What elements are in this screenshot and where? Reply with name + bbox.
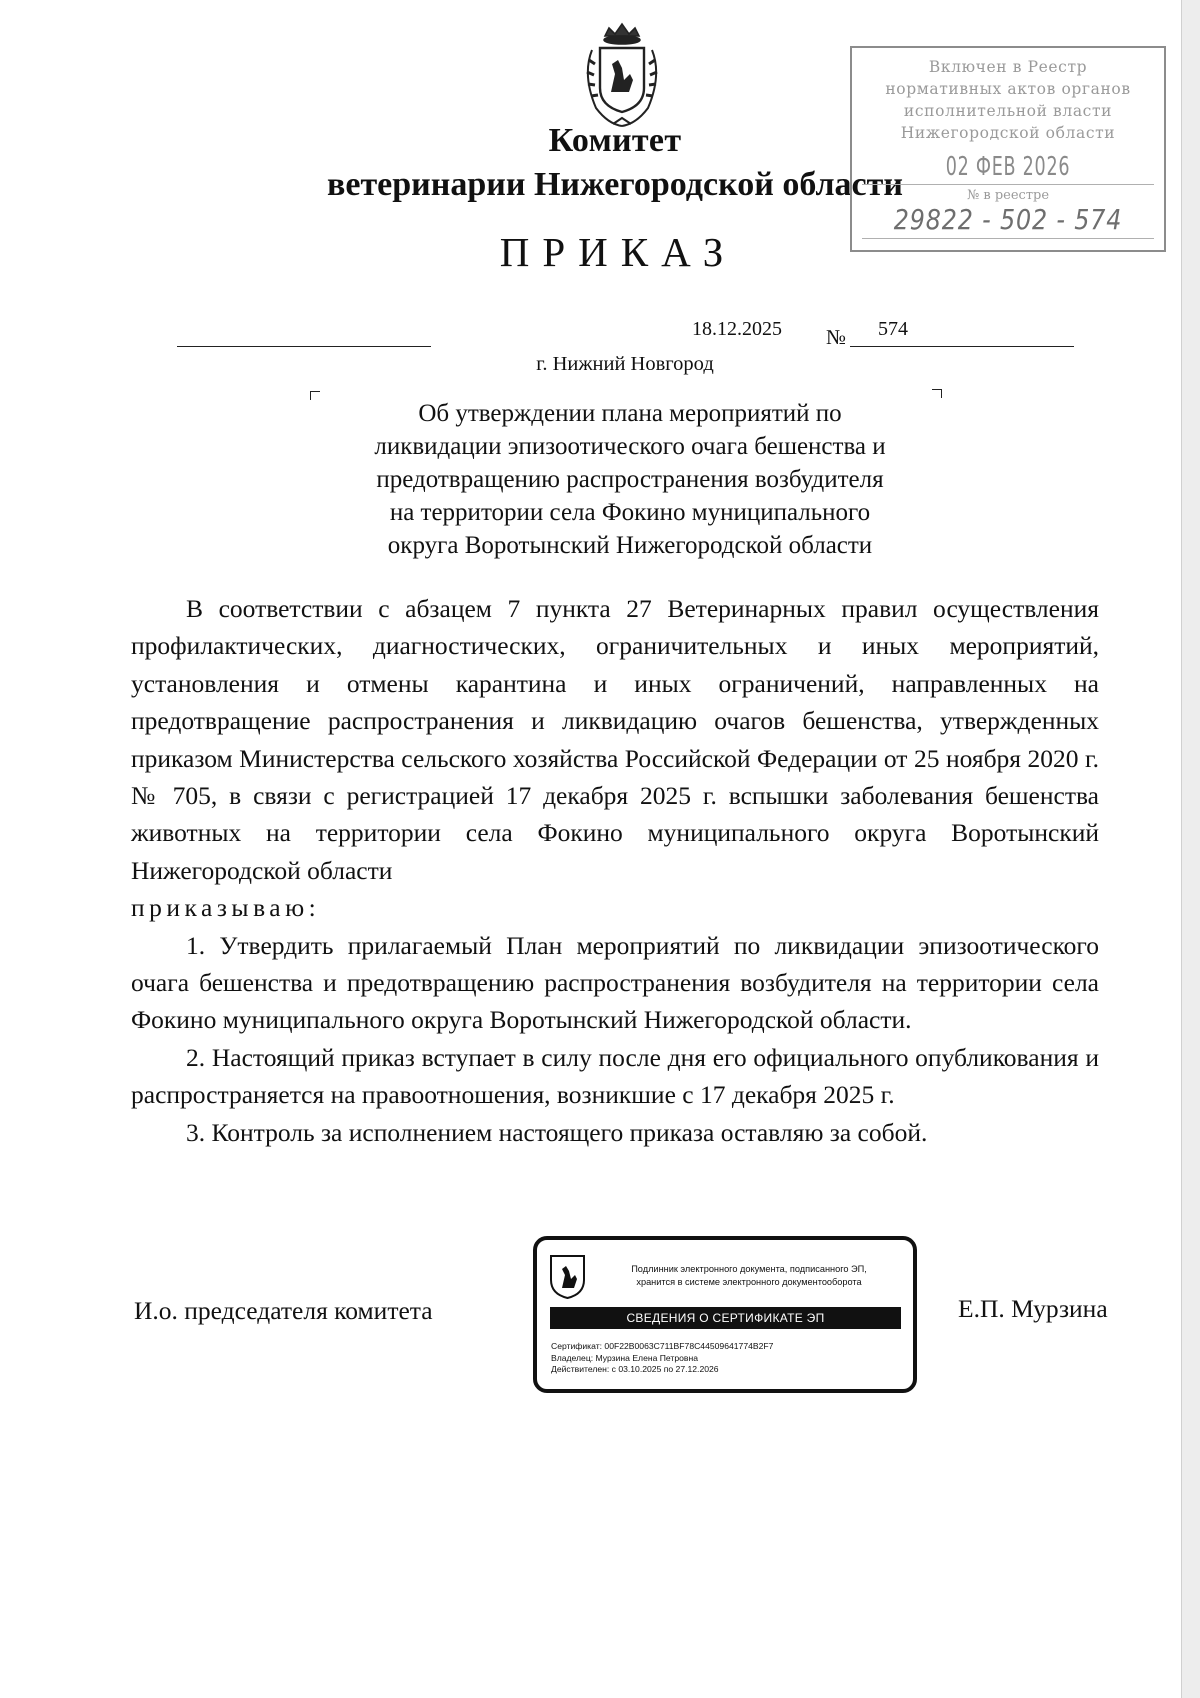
signatory-position: И.о. председателя комитета — [134, 1296, 433, 1325]
subject-line: предотвращению распространения возбудителя — [376, 466, 884, 493]
order-number: 574 — [878, 318, 908, 340]
subject-line: Об утверждении плана мероприятий по — [418, 400, 842, 427]
certificate-validity: Действителен: с 03.10.2025 по 27.12.2026 — [551, 1364, 719, 1374]
committee-subtitle: ветеринарии Нижегородской области — [327, 166, 903, 203]
item-2-paragraph: 2. Настоящий приказ вступает в силу после дня его официального опубликования и распространяется на правоотношения, возникшие с 17 декабря 2025 г. — [131, 1042, 1099, 1110]
stamp-date: 02 ФЕВ 2026 — [945, 152, 1071, 182]
stamp-line: исполнительной власти — [903, 102, 1113, 120]
e-signature-note — [595, 1263, 903, 1288]
e-signature-card — [533, 1236, 917, 1393]
number-sign: № — [826, 325, 847, 349]
document-type-heading: ПРИКАЗ — [499, 229, 737, 275]
certificate-number: Сертификат: 00F22B0063C711BF78C44509641774B2F7 — [551, 1341, 774, 1351]
certificate-owner: Владелец: Мурзина Елена Петровна — [551, 1352, 699, 1363]
preamble-paragraph: В соответствии с абзацем 7 пункта 27 Ветеринарных правил осуществления профилактических, диагностических, ограничительных и иных мероприятий, установления и отмены карантина и иных ограничений, направленных на предотвращение распространения и ликвидацию очагов бешенства, утвержденных приказом Министерства сельского хозяйства Российской Федерации от 25 ноября 2020 г. № 705, в связи с регистрацией 17 декабря 2025 г. вспышки заболевания бешенства животных на территории села Фокино муниципального округа Воротынский Нижегородской области — [131, 594, 1099, 885]
stamp-rule — [862, 184, 1154, 185]
stamp-reg-caption: № в реестре — [966, 188, 1050, 203]
stamp-reg-number: 29822 - 502 - 574 — [893, 203, 1123, 236]
stamp-line: Включен в Реестр — [928, 58, 1088, 76]
subject-line: ликвидации эпизоотического очага бешенства и — [374, 433, 886, 460]
e-signature-note-line: хранится в системе электронного документооборота — [636, 1276, 862, 1287]
stamp-line: нормативных актов органов — [885, 80, 1131, 98]
coat-of-arms-emblem — [575, 20, 669, 130]
item-3-paragraph: 3. Контроль за исполнением настоящего приказа оставляю за собой. — [186, 1117, 928, 1147]
region-emblem-icon — [549, 1254, 586, 1300]
subject-line: округа Воротынский Нижегородской области — [387, 532, 873, 559]
subject-line: на территории села Фокино муниципального — [389, 499, 871, 526]
e-signature-details — [551, 1341, 773, 1376]
registry-stamp — [850, 46, 1166, 252]
item-1-paragraph: 1. Утвердить прилагаемый План мероприятий по ликвидации эпизоотического очага бешенства и предотвращению распространения возбудителя на территории села Фокино муниципального округа Воротынский Нижегородской области. — [131, 930, 1099, 1035]
order-subject — [280, 397, 980, 562]
date-underline-left — [177, 346, 431, 347]
e-signature-title: СВЕДЕНИЯ О СЕРТИФИКАТЕ ЭП — [550, 1307, 901, 1329]
city: г. Нижний Новгород — [536, 353, 714, 375]
e-signature-note-line: Подлинник электронного документа, подписанного ЭП, — [631, 1264, 867, 1274]
number-underline — [850, 346, 1074, 347]
signatory-name: Е.П. Мурзина — [958, 1294, 1108, 1323]
order-word: приказываю: — [131, 893, 321, 923]
stamp-rule — [862, 238, 1154, 239]
order-date: 18.12.2025 — [692, 318, 782, 340]
committee-title: Комитет — [548, 122, 682, 159]
stamp-line: Нижегородской области — [900, 124, 1116, 142]
order-body — [131, 590, 1099, 1151]
